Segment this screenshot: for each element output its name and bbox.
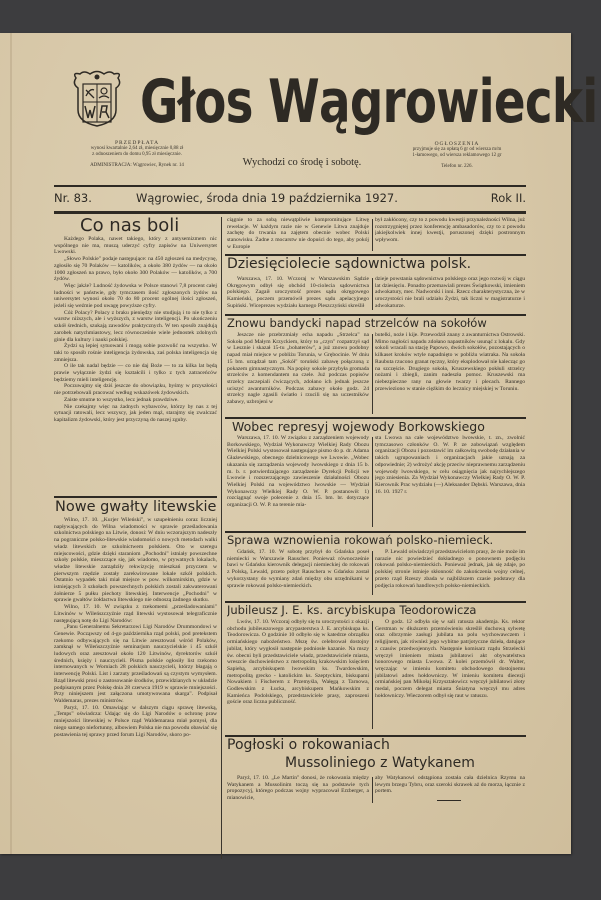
column-divider — [221, 217, 222, 859]
article-poglowski-b — [375, 775, 525, 797]
article-continuation-a — [227, 217, 369, 251]
subscription-info — [62, 140, 212, 169]
paragraph: P. Lewald oświadczył przedstawicielom prasy, że nie może im narazie nic powiedzieć dokładnego o ponownem podjęciu rokowań polsko-niemieckich. Ponieważ jednak, jak się zdaje, po polskiej stronie istnieje skłonność do zakończenia wojny celnej, przeto rząd Rzeszy zbada w najbliższem czasie podstawy dla podjęcia rokowań handlowych polsko-niemieckich. — [375, 549, 525, 589]
paragraph: Warszawa, 17. 10. W związku z zarządzeniem wojewody Borkowskiego, Wydział Wykonawczy Wielkiej Rady Obozu Wielkiej Polski wystosował następujące pismo do p. dr. Adama Głażewskiego, obecnego dzielnicowego we Lwowie. „Wobec ukazania się zarządzenia wojewody lwowskiego z dnia 15 b. m. b. r. potwierdzającego zarządzenie Dyrekcji Policji we Lwowie i rozszerzającego zawieszenie działalności Obozu Wielkiej Polski na województwo lwowskie — Wydział Wykonawczy Wielkiej Rady O. W. P. postanowił: 1) rozciągnąć swoje polecenie z dnia 15. bm. br. dotyczące organizacji O. W. P. na terenie mia- — [227, 435, 369, 509]
article-bandycki-napad-b — [375, 332, 525, 414]
paragraph: O ile tak nadal będzie — co nie daj Boże — to za kilka lat będą prawie wyłącznie żydzi się kształcili i tylko z tych zatraceńców będziemy mieli inteligencję. — [54, 363, 217, 383]
article-wobec-represyj-a — [227, 435, 369, 529]
coat-of-arms-icon — [72, 70, 122, 128]
headline-poglowski-line2: Mussoliniego z Watykanem — [285, 755, 475, 771]
issue-number: Nr. 83. — [54, 191, 92, 205]
paragraph: Warszawa, 17. 10. Wczoraj w Warszawskim Sądzie Okręgowym odbył się obchód 10-ciolecia sądownictwa polskiego. Zagaił uroczystość prezes sądu okręgowego Kamieński, poczem przemówił prezes sądu apelacyjnego Supiński. Wiceprezes wydziału karnego Pleszczyński skreślił — [227, 276, 369, 309]
phone-number: Telefon nr. 226. — [441, 164, 473, 169]
article-poglowski-a — [227, 775, 369, 803]
dateline — [54, 191, 526, 207]
paragraph: Wilno, 17. 10. W związku z rzekomemi „prześladowaniami" Litwinów w Wileńszczyźnie rząd litewski wystosował telegraficznie następującą notę do Ligi Narodów: — [54, 604, 217, 624]
paragraph: Nie czekajmy więc na żadnych wybawców, którzy by nas z tej sytuacji ratowali, lecz wszyscy, jak jeden mąż, starajmy się zwalczać kapitalizm żydowski, który jest przyczyną do naszej zguby. — [54, 403, 217, 423]
column-divider — [372, 334, 373, 414]
headline-jubileusz: Jubileusz J. E. ks. arcybiskupa Teodorowicza — [227, 603, 477, 617]
column-divider — [372, 777, 373, 803]
publication-schedule: Wychodzi co środę i sobotę. — [242, 157, 362, 168]
column-divider — [372, 219, 373, 251]
paragraph: Każdego Polaka, nawet takiego, który z antysemizmem nic wspólnego nie ma, muszą uderzyć cyfry zapisów na Uniwersytet Lwowski. — [54, 236, 217, 256]
column-divider — [372, 278, 373, 310]
headline-poglowski-line1: Pogłoski o rokowaniach — [227, 737, 390, 753]
paragraph: „Słowo Polskie" podaje następujące: na 450 zgłoszeń na medycynę, zgłosiło się 70 Polaków — katolików, a około 380 żydów — na około 1000 zgłoszeń na prawo, było około 300 Polaków — katolików, a 700 żydów. — [54, 256, 217, 283]
section-rule — [54, 496, 217, 498]
headline-wobec-represyj: Wobec represyj wojewody Borkowskiego — [232, 419, 485, 434]
volume-year: Rok II. — [490, 191, 526, 205]
paragraph: był zakłócony, czy to z powodu kwestji przynależności Wilna, już rozstrzygniętej przez konferencję ambasadorów, czy to z powodu jakiejkolwiek innej kwestji, poruszonej dzięki postronnym wpływom. — [375, 217, 525, 244]
paragraph: Lwów, 17. 10. Wczoraj odbyły się tu uroczystości z okazji obchodu jubileuszowego arcypasterstwa J. E. arcybiskupa ks. Teodorowicza. O godzinie 10 odbyło się w katedrze obrządku ormiańskiego nabożeństwo. Mszę św. celebrował dostojny jubilat, który wygłosił następnie podniosłe kazanie. Na mszy św. obecni byli przedstawiciele władz, przedstawiciele miasta, wreszcie duchowieństwo z metropolitą krakowskim księciem Sapiehą, arcybiskupem lwowskim ks. Twardowskim, metropolitą grecko - katolickim ks. Szeptyckim, biskupami Nowakiem i Fischerem z Przemyśla, Wałęgą z Tarnowa, Godlewskim z Łucka, arcybiskupem Mańkowskim z Kamieńca Podolskiego, przedstawiciele prasy, zaproszeni goście oraz liczna publiczność. — [227, 619, 369, 706]
headline-dziesieciolecie: Dziesięciolecie sądownictwa polsk. — [227, 256, 472, 272]
paragraph: Żydzi są lepiej sytuowani i mogą sobie pozwolić na wszystko. W taki to sposób rośnie inteligencja żydowska, zaś polska inteligencja się zmniejsza. — [54, 343, 217, 363]
article-co-nas-boli — [54, 236, 217, 491]
paragraph: Poczuwajmy się dziś jeszcze do obowiązku, byśmy w przyszłości nie potrzebowali pracować według wskazówek żydowskich. — [54, 383, 217, 397]
paragraph: dzieje powstania sądownictwa polskiego oraz jego rozwój w ciągu lat dziesięciu. Ponadto przemawiali prezes Świątkowski, imieniem adwokatury, mec. Nadworski i inni. Rzecz charakterystyczna, że w uroczystości nie brali udziału Żydzi, tak liczni w magistraturze i adwokaturze. — [375, 276, 525, 309]
paragraph: Paryż, 17. 10. Omawiając w dalszym ciągu sprawę litewską, „Temps" oświadcza: Udając się do Ligi Narodów o ochronę praw mniejszości litewskiej w Polsce rząd Waldemarasa miał pomysł, dla niego samego niefortunny, albowiem Polska nie ma powodu obawiać się postawienia tej sprawy przed forum Ligi Narodów, skoro po- — [54, 704, 217, 738]
paragraph: Więc jakże? Ludność żydowska w Polsce stanowi 7,8 procent całej ludności w państwie, gdy tymczasem ilość zgłoszonych żydów na uniwersytet wynosi około 70 do 80 procent ogólnej ilości zgłoszeń, jeżeli się weźmie pod uwagę powyższe cyfry. — [54, 282, 217, 310]
paragraph: Cóż Polacy? Polacy z braku pieniędzy nie studjują i to nie tylko z warstw niższych, ale i wyższych, z warstw inteligencji. Po ukończeniu szkół średnich, szukają zawodów praktycznych. W ten sposób znajdują zarobek natychmiastowy, lecz równocześnie wiele jednostek zdolnych ginie dla kultury i nauki polskiej. — [54, 309, 217, 343]
advertising-line1: przyjmuje się za opłatą 6 gr od wiersza m/m — [412, 147, 502, 152]
article-bandycki-napad-a — [227, 332, 369, 414]
article-wobec-represyj-b — [375, 435, 525, 529]
end-rule — [437, 800, 461, 801]
advertising-info — [382, 141, 532, 170]
newspaper-page — [0, 33, 598, 854]
column-divider — [372, 551, 373, 595]
article-continuation-b — [375, 217, 525, 251]
newspaper-title: Głos Wągrowiecki — [140, 67, 598, 137]
article-nowe-gwalty — [54, 517, 217, 859]
headline-co-nas-boli: Co nas boli — [80, 215, 180, 236]
headline-bandycki-napad: Znowu bandycki napad strzelców na sokołów — [227, 316, 487, 330]
headline-nowe-gwalty: Nowe gwałty litewskie — [55, 499, 217, 515]
article-sprawa-wznowienia-b — [375, 549, 525, 597]
column-divider — [372, 621, 373, 729]
paragraph: butelki, noże i kije. Przewodził znany z awanturnictwa Ostrowski. Mimo nagłości napadu zdołano napastników usunąć z lokalu. Gdy sokoli wracali na stację Papowo, dwóch sokołów, pozostających o kilkaset kroków wtyle napadnięto w pobliżu wiatraka. Na sokoła Raubuta rzucono granat ręczny, który eksplodował nie kalecząc go na szczęście. Drugiego sokoła, Kruszewskiego pokłuli strzelcy nożami i zbiegli, zanim nadeszła pomoc. Kruszewski ma niebezpieczne rany na głowie twarzy i plecach. Rannego przewieziono w stanie ciężkim do lecznicy miejskiej w Toruniu. — [375, 332, 525, 392]
article-jubileusz-b — [375, 619, 525, 731]
article-jubileusz-a — [227, 619, 369, 731]
subscription-heading: PRZEDPŁATA — [114, 140, 160, 146]
article-dziesieciolecie-a — [227, 276, 369, 310]
page-fold — [10, 33, 12, 854]
article-sprawa-wznowienia-a — [227, 549, 369, 597]
paragraph: Paryż, 17. 10. „Le Martin" donosi, że rokowania między Watykanem a Mussolinim toczą się na podstawie tych propozycyj, którego podczas wojny wypracował Erzberger, a mianowicie, — [227, 775, 369, 802]
paragraph: O godz. 12 odbyła się w sali ratusza akademja. Ks. rektor Gerstman w dłuższem przemówieniu skreślił duchową sylwetę oraz olbrzymie zasługi jubilata na polu wychowawczem i religijnem, jak również jego wybitne patrjotyczne dzieła, datujące z czasów przedwojennych. Następnie komisarz rządu Strzelecki wręczył imieniem miasta jubilatowi akt obywatelstwa honorowego miasta Lwowa. Z kolei przemówił dr. Walter, wręczając w imieniu komitetu obchodowego dostojnemu jubilatowi adres hołdowniczy. W imieniu komitetu diecezji ormiańskiej pan Mikołaj Krzyształowicz wręczył jubilatowi złoty medal, poczem delegat miasta Śniatyna wręczył mu adres hołdowniczy. Wieczorem odbył się raut w ratuszu. — [375, 619, 525, 699]
paragraph: Jeszcze nie przebrzmiały echa napadu „Strzelca" na Sokoła pod Małym Krzyckiem, który to „czyn" rozpatrzył sąd w Lesznie i skazał 15-tu „bohaterów", a już znowu podobny napad miał miejsce w pobliżu Torunia, w Grębocinie. W dniu 15 bm. urządzał tam „Sokół" toruński zabawę połączoną z pokazem gimnastycznym. Na popisy sokole przybyła gromada strzelców z komendantem na czele. Już podczas popisów strzelcy zaczepiali ćwiczących, zdołano ich jednak jeszcze uciszyć awanturników. Podczas zabawy około godz. 24 strzelcy nagle zgasili światło i rzucili się na uczestników zabawy, uzbrojeni w — [227, 332, 369, 406]
paragraph: aby Watykanowi odstąpiona została cała dzielnica Rzymu na lewym brzegu Tybru, oraz szeroki skrawek aż do morza, łącznie z portem. — [375, 775, 525, 795]
paragraph: Gdańsk, 17. 10. W sobotę przybył do Gdańska poseł niemiecki w Warszawie Rauscher. Ponieważ równocześnie bawi w Gdańsku kierownik delegacji niemieckiej do rokowań z Polską, Lewald, przeto pobyt Rauschera w Gdańsku został wykorzystany do wymiany zdań między obu urzędnikami w sprawie rokowań polsko-niemieckich. — [227, 549, 369, 589]
paragraph: „Panu Generalnemu Sekretarzowi Ligi Narodów Drummondowi w Genewie. Począwszy od 4-go października rząd polski, pod pretekstem rzekomo odbywających się na Litwie aresztowań wśród Polaków, zamknął w Wileńszczyźnie seminarjum nauczycielskie i 45 szkół ludowych oraz aresztował około 120 Litwinów, dyrektorów szkół średnich, księży i nauczycieli. Pisma polskie ogłosiły list rzekomo internowanych w Worniach 28 polskich nauczycieli, którzy błagają o interwencję Polski. List i zarzuty prześladowań są czystym wymysłem. Rząd litewski prosi o zastosowanie środków, przewidzianych w układzie podpisanym przez Polskę dnia 28 czerwca 1919 w sprawie mniejszości. Przy niniejszem jest załączona umotywowana skarga". Podpisał Waldemaras, prezes ministrów. — [54, 624, 217, 704]
masthead-rule-top — [54, 185, 526, 187]
masthead-rule-bottom — [54, 211, 526, 214]
administration-address: ADMINISTRACJA: Wągrowiec, Rynek nr. 14 — [90, 163, 184, 168]
advertising-line2: 1-łamowego, od wiersza reklamowego 12 gr — [412, 153, 502, 158]
headline-sprawa-wznowienia: Sprawa wznowienia rokowań polsko-niemieck. — [227, 533, 494, 547]
subscription-line1: wynosi kwartalnie 2,64 zł, miesięcznie 0,88 zł — [90, 146, 184, 151]
column-divider — [372, 437, 373, 527]
paragraph: Zaiste smutne to wszystko, lecz jednak prawdziwe. — [64, 396, 179, 403]
paragraph: Wilno, 17. 10. „Kurjer Wileński", w uzupełnieniu coraz liczniej napływających do Wilna wiadomości w sprawie prześladowania szkolnictwa polskiego na Litwie, donosi: W dniu wczorajszym nadeszły na pograniczne polsko-litewskie wiadomości o nowych metodach walki władz litewskich ze szkolnictwem polskiem. Oto w szeregu miejscowości, gdzie dzięki staraniom „Pochodni" istniały powszechne szkoły polskie, mieszczące się, jak wiadomo, w prywatnych lokalach, władze litewskie zarządziły rekwizycję mieszkań przyczem w pierwszym rzędzie zostały zarekwirowane lokale szkół polskich. Ostatnio wypadek taki miał miejsce w pow. wilkomirskim, gdzie w istniejących 3 szkołach powszechnych polskich zostali zakwaterowani żołnierze 5 pułku piechoty litewskiej. Interwencje „Pochodni" w sprawie gwałtów żołdactwa litewskiego nie odnoszą żadnego skutku. — [54, 517, 217, 604]
paragraph: sta Lwowa na całe województwo lwowskie, t. zn., zwolnić tymczasowo członków O. W. P. ze zobowiązań względem organizacji Obozu i pozostawić im całkowitą swobodę działania w takich ugrupowaniach i organizacjach jakie uznają za odpowiednie; 2) wdrożyć akcję przeciw nieprawnemu zarządzeniu wojewody lwowskiego, w celu osiągnięcia jak najrychlejszego jego zniesienia. Za Wydział Wykonawczy Wielkiej Rady O. W. P. Kierownik Prac wydziału (—) Aleksander Dębski. Warszawa, dnia 16. 10. 1927 r. — [375, 435, 525, 495]
paragraph: ciągnie to za sobą niewątpliwie kompromitujące Litwę rewelacje. W każdym razie nie w Genewie Litwa znajduje zachętę do trwania na zajętem obecnie wobec Polski stanowisku. Żadne z mocarstw nie dopuści do tego, aby pokój w Europie — [227, 217, 369, 250]
subscription-line2: z odnoszeniem do domu 0,95 zł miesięcznie. — [92, 152, 182, 157]
place-and-date: Wągrowiec, środa dnia 19 października 1927. — [136, 191, 398, 205]
article-dziesieciolecie-b — [375, 276, 525, 310]
advertising-heading: OGŁOSZENIA — [434, 141, 480, 147]
